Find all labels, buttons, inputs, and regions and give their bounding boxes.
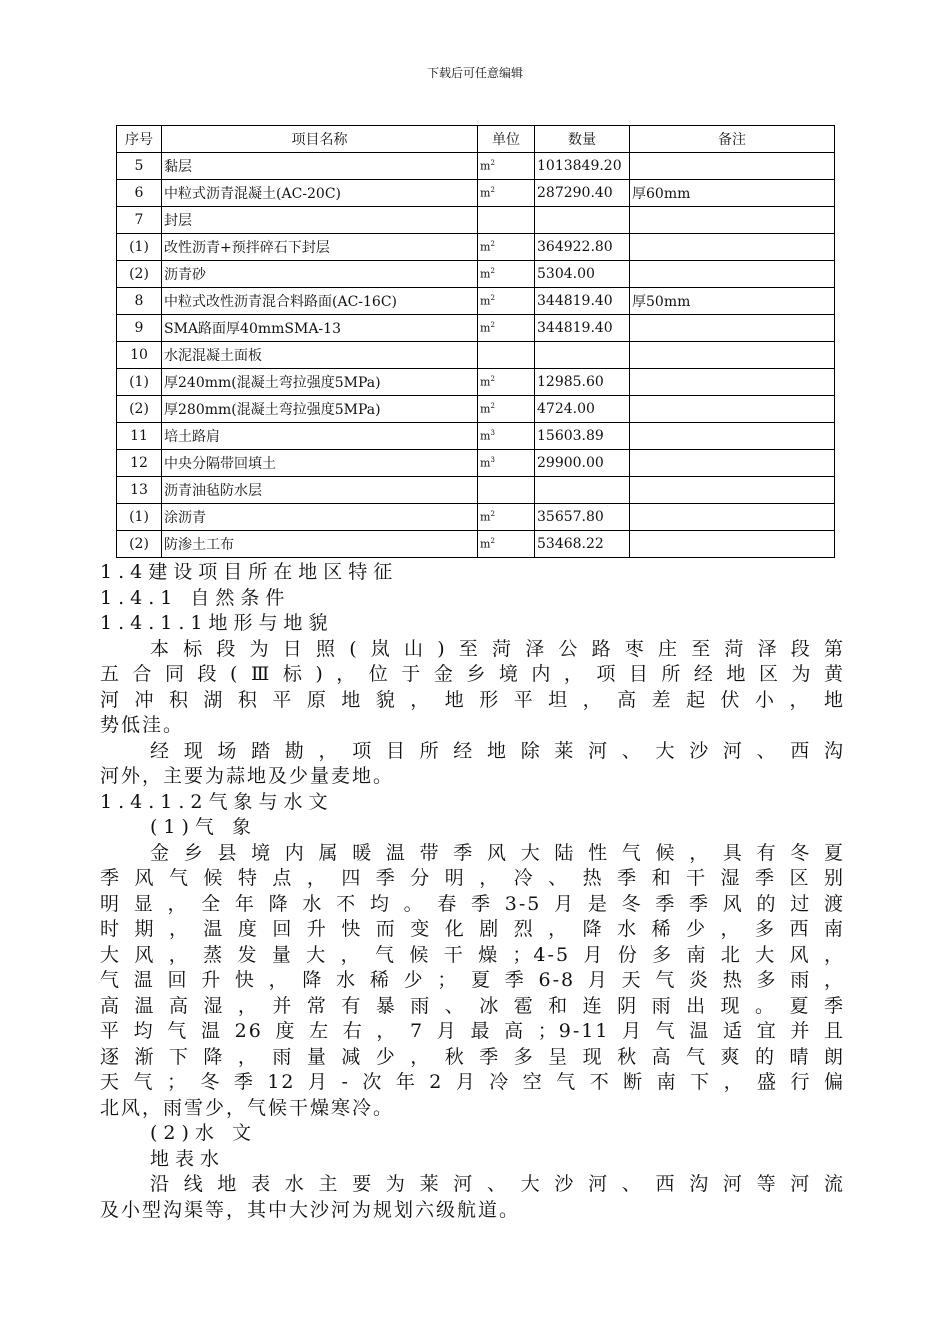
cell-unit <box>478 207 535 234</box>
unit-base: m <box>480 240 491 254</box>
cell-unit <box>478 342 535 369</box>
paragraph-line: 本标段为日照(岚山)至菏泽公路枣庄至菏泽段第 <box>150 637 845 660</box>
unit-exponent: 3 <box>490 429 495 438</box>
unit-base: m <box>480 294 491 308</box>
section-heading-1-4-1: 1.4.1 自然条件 <box>100 586 291 609</box>
cell-unit <box>478 396 535 423</box>
cell-note <box>630 531 835 558</box>
unit-exponent: 2 <box>490 321 495 330</box>
paragraph-line: 河冲积湖积平原地貌，地形平坦，高差起伏小，地 <box>100 688 845 711</box>
unit-base: m <box>480 186 491 200</box>
paragraph-line: 金乡县境内属暖温带季风大陆性气候，具有冬夏 <box>150 841 845 864</box>
page-header: 下载后可任意编辑 <box>426 66 523 80</box>
cell-note: 厚60mm <box>630 180 835 207</box>
paragraph-line: 高温高湿，并常有暴雨、冰雹和连阴雨出现。夏季 <box>100 994 845 1017</box>
cell-qty: 15603.89 <box>535 423 630 450</box>
unit-base: m <box>480 537 491 551</box>
cell-note <box>630 423 835 450</box>
cell-qty: 344819.40 <box>535 288 630 315</box>
table-row <box>117 153 835 180</box>
weather-paragraph <box>100 841 845 1122</box>
paragraph-line: 季风气候特点，四季分明，冷、热季和干湿季区别 <box>100 867 845 889</box>
cell-no: 10 <box>117 342 162 369</box>
paragraph-line: 经现场踏勘，项目所经地除莱河、大沙河、西沟 <box>150 739 845 762</box>
cell-name: 沥青油毡防水层 <box>162 477 478 504</box>
table-row <box>117 477 835 504</box>
cell-unit <box>478 450 535 477</box>
unit-exponent: 2 <box>490 294 495 303</box>
cell-qty: 12985.60 <box>535 369 630 396</box>
unit-base: m <box>480 429 491 443</box>
cell-unit <box>478 315 535 342</box>
cell-note <box>630 477 835 504</box>
cell-note <box>630 396 835 423</box>
weather-title: (1)气 象 <box>150 816 257 838</box>
unit-base: m <box>480 510 491 524</box>
cell-name: 中央分隔带回填土 <box>162 450 478 477</box>
unit-exponent: 2 <box>490 375 495 384</box>
cell-name: 厚280mm(混凝土弯拉强度5MPa) <box>162 396 478 423</box>
cell-note <box>630 315 835 342</box>
paragraph-line: 时期，温度回升快而变化剧烈，降水稀少，多西南 <box>100 918 845 940</box>
paragraph-line: 平均气温26度左右，7月最高；9-11月气温适宜并且 <box>100 1020 845 1042</box>
cell-qty: 5304.00 <box>535 261 630 288</box>
unit-exponent: 2 <box>490 402 495 411</box>
cell-unit <box>478 423 535 450</box>
cell-qty: 287290.40 <box>535 180 630 207</box>
paragraph-line: 逐渐下降，雨量减少，秋季多呈现秋高气爽的晴朗 <box>100 1045 845 1068</box>
table-row <box>117 396 835 423</box>
hydrology-title: (2)水 文 <box>150 1122 257 1144</box>
cell-unit <box>478 531 535 558</box>
table-row <box>117 342 835 369</box>
cell-qty: 53468.22 <box>535 531 630 558</box>
unit-base: m <box>480 375 491 389</box>
cell-no: 8 <box>117 288 162 315</box>
cell-name: 防渗土工布 <box>162 531 478 558</box>
cell-unit <box>478 477 535 504</box>
cell-note <box>630 261 835 288</box>
cell-qty: 4724.00 <box>535 396 630 423</box>
cell-qty <box>535 477 630 504</box>
cell-note <box>630 207 835 234</box>
cell-name: 中粒式改性沥青混合料路面(AC-16C) <box>162 288 478 315</box>
cell-name: 厚240mm(混凝土弯拉强度5MPa) <box>162 369 478 396</box>
unit-exponent: 2 <box>490 240 495 249</box>
cell-note <box>630 450 835 477</box>
cell-name: 培土路肩 <box>162 423 478 450</box>
cell-no: (2) <box>117 261 162 288</box>
unit-exponent: 2 <box>490 159 495 168</box>
paragraph-line: 气温回升快，降水稀少；夏季6-8月天气炎热多雨， <box>100 969 845 991</box>
cell-note <box>630 234 835 261</box>
section-heading-1-4: 1.4建设项目所在地区特征 <box>100 561 399 583</box>
cell-no: (1) <box>117 369 162 396</box>
cell-no: 5 <box>117 153 162 180</box>
table-row <box>117 504 835 531</box>
paragraph-line: 河外，主要为蒜地及少量麦地。 <box>100 765 395 787</box>
table-row <box>117 531 835 558</box>
paragraph-line: 沿线地表水主要为莱河、大沙河、西沟河等河流 <box>150 1173 845 1195</box>
paragraph-line: 大风，蒸发量大，气候干燥；4-5月份多南北大风， <box>100 943 845 966</box>
cell-qty <box>535 342 630 369</box>
table-row <box>117 315 835 342</box>
cell-unit <box>478 504 535 531</box>
cell-qty: 1013849.20 <box>535 153 630 180</box>
surface-water-paragraph <box>100 1172 845 1223</box>
section-heading-terrain: 1.4.1.1地形与地貌 <box>100 612 334 634</box>
cell-no: (2) <box>117 531 162 558</box>
table-row <box>117 369 835 396</box>
cell-no: 6 <box>117 180 162 207</box>
cell-no: 9 <box>117 315 162 342</box>
cell-note <box>630 369 835 396</box>
section-heading-weather-hydro: 1.4.1.2气象与水文 <box>100 790 334 813</box>
cell-note <box>630 153 835 180</box>
unit-exponent: 2 <box>490 537 495 546</box>
cell-unit <box>478 261 535 288</box>
table-row <box>117 234 835 261</box>
col-header-name: 项目名称 <box>162 126 478 153</box>
table-row <box>117 207 835 234</box>
cell-name: 改性沥青+预拌碎石下封层 <box>162 234 478 261</box>
cell-name: 水泥混凝土面板 <box>162 342 478 369</box>
unit-base: m <box>480 402 491 416</box>
col-header-note: 备注 <box>630 126 835 153</box>
cell-name: 沥青砂 <box>162 261 478 288</box>
unit-base: m <box>480 321 491 335</box>
cell-unit <box>478 288 535 315</box>
col-header-qty: 数量 <box>535 126 630 153</box>
paragraph-line: 势低洼。 <box>100 714 185 736</box>
unit-exponent: 3 <box>490 456 495 465</box>
table-row <box>117 288 835 315</box>
cell-unit <box>478 369 535 396</box>
unit-exponent: 2 <box>490 186 495 195</box>
table-row <box>117 261 835 288</box>
cell-note <box>630 504 835 531</box>
cell-no: 11 <box>117 423 162 450</box>
cell-qty: 344819.40 <box>535 315 630 342</box>
cell-unit <box>478 234 535 261</box>
unit-base: m <box>480 267 491 281</box>
col-header-no: 序号 <box>117 126 162 153</box>
terrain-paragraph-2 <box>100 739 845 790</box>
cell-no: 12 <box>117 450 162 477</box>
cell-qty: 35657.80 <box>535 504 630 531</box>
cell-name: 涂沥青 <box>162 504 478 531</box>
unit-base: m <box>480 159 491 173</box>
cell-qty <box>535 207 630 234</box>
body-text <box>100 560 845 1223</box>
cell-note: 厚50mm <box>630 288 835 315</box>
cell-qty: 29900.00 <box>535 450 630 477</box>
col-header-unit: 单位 <box>478 126 535 153</box>
paragraph-line: 北风，雨雪少，气候干燥寒冷。 <box>100 1096 395 1119</box>
cell-name: 封层 <box>162 207 478 234</box>
cell-no: 13 <box>117 477 162 504</box>
cell-name: 中粒式沥青混凝土(AC-20C) <box>162 180 478 207</box>
paragraph-line: 五合同段(Ⅲ标)，位于金乡境内，项目所经地区为黄 <box>100 663 845 685</box>
table-row <box>117 423 835 450</box>
cell-name: 黏层 <box>162 153 478 180</box>
cell-unit <box>478 180 535 207</box>
unit-exponent: 2 <box>490 267 495 276</box>
cell-no: (1) <box>117 234 162 261</box>
table-row <box>117 450 835 477</box>
cell-no: (2) <box>117 396 162 423</box>
paragraph-line: 明显，全年降水不均。春季3-5月是冬季季风的过渡 <box>100 892 845 915</box>
cell-unit <box>478 153 535 180</box>
table-row <box>117 180 835 207</box>
surface-water-title: 地表水 <box>150 1147 226 1170</box>
unit-exponent: 2 <box>490 510 495 519</box>
cell-name: SMA路面厚40mmSMA-13 <box>162 315 478 342</box>
unit-base: m <box>480 456 491 470</box>
cell-no: (1) <box>117 504 162 531</box>
cell-note <box>630 342 835 369</box>
paragraph-line: 天气；冬季12月-次年2月冷空气不断南下，盛行偏 <box>100 1071 845 1093</box>
paragraph-line: 及小型沟渠等，其中大沙河为规划六级航道。 <box>100 1198 521 1221</box>
table-body <box>117 153 835 558</box>
table-header-row <box>117 126 835 153</box>
terrain-paragraph-1 <box>100 637 845 739</box>
cell-no: 7 <box>117 207 162 234</box>
quantity-table <box>116 125 835 558</box>
cell-qty: 364922.80 <box>535 234 630 261</box>
